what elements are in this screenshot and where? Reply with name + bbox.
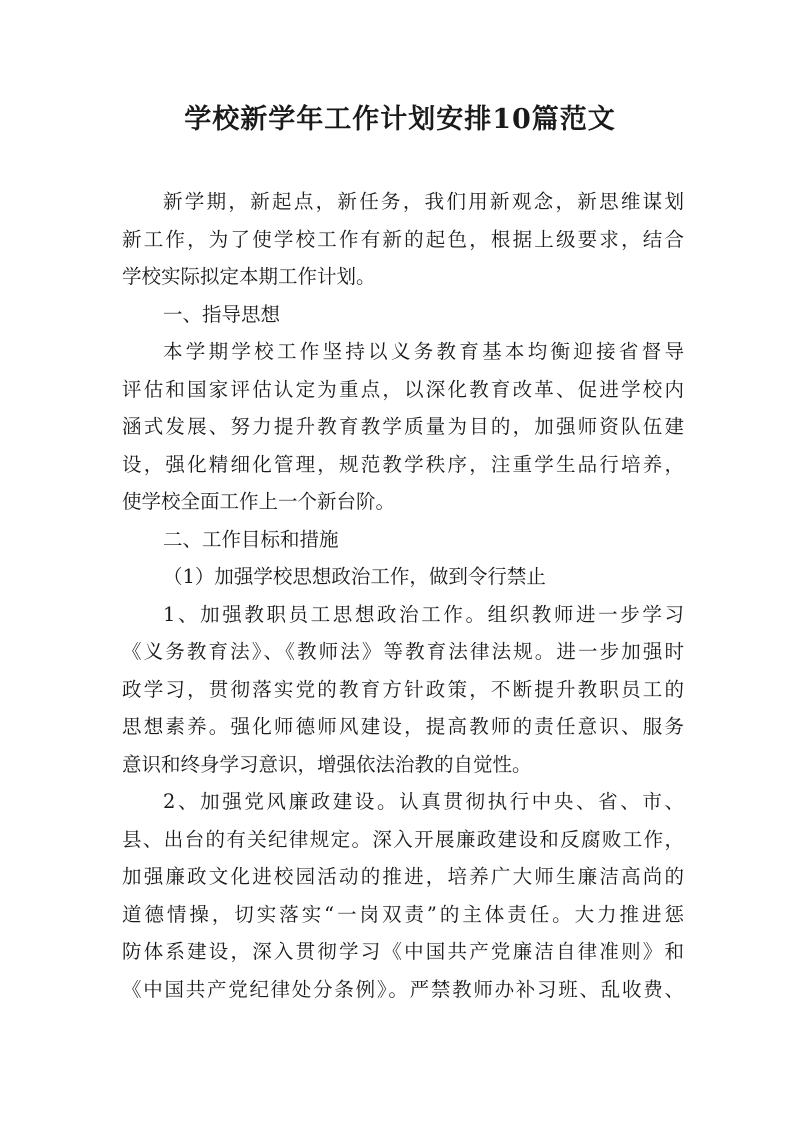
paragraph-line: 新工作，为了使学校工作有新的起色，根据上级要求，结合 bbox=[122, 227, 684, 251]
paragraph-line: 1、加强教职员工思想政治工作。组织教师进一步学习 bbox=[163, 602, 684, 626]
paragraph-line: 使学校全面工作上一个新台阶。 bbox=[122, 490, 396, 513]
paragraph-line: （1）加强学校思想政治工作，做到令行禁止 bbox=[163, 565, 546, 588]
paragraph-line: 设，强化精细化管理，规范教学秩序，注重学生品行培养， bbox=[122, 452, 684, 476]
paragraph-line: 道德情操，切实落实“一岗双责”的主体责任。大力推进惩 bbox=[122, 902, 684, 926]
paragraph-line: 《义务教育法》、《教师法》等教育法律法规。进一步加强时 bbox=[122, 640, 684, 663]
paragraph-line: 本学期学校工作坚持以义务教育基本均衡迎接省督导 bbox=[163, 340, 684, 363]
paragraph-line: 防体系建设，深入贯彻学习《中国共产党廉洁自律准则》和 bbox=[122, 940, 684, 963]
paragraph-line: 涵式发展、努力提升教育教学质量为目的，加强师资队伍建 bbox=[122, 415, 684, 438]
document-title: 学校新学年工作计划安排10篇范文 bbox=[184, 104, 616, 135]
paragraph-line: 意识和终身学习意识，增强依法治教的自觉性。 bbox=[122, 752, 532, 776]
paragraph-line: 政学习，贯彻落实党的教育方针政策，不断提升教职员工的 bbox=[122, 677, 684, 701]
paragraph-line: 思想素养。强化师德师风建设，提高教师的责任意识、服务 bbox=[122, 715, 684, 738]
paragraph-line: 二、工作目标和措施 bbox=[163, 527, 339, 551]
paragraph-line: 《中国共产党纪律处分条例》。严禁教师办补习班、乱收费、 bbox=[122, 977, 684, 1001]
paragraph-line: 一、指导思想 bbox=[163, 302, 281, 326]
paragraph-line: 评估和国家评估认定为重点，以深化教育改革、促进学校内 bbox=[122, 377, 684, 401]
paragraph-line: 县、出台的有关纪律规定。深入开展廉政建设和反腐败工作， bbox=[122, 827, 684, 851]
paragraph-line: 学校实际拟定本期工作计划。 bbox=[122, 265, 376, 288]
paragraph-line: 新学期，新起点，新任务，我们用新观念，新思维谋划 bbox=[163, 190, 684, 213]
document-body bbox=[122, 183, 684, 1008]
paragraph-line: 加强廉政文化进校园活动的推进，培养广大师生廉洁高尚的 bbox=[122, 865, 684, 888]
paragraph-line: 2、加强党风廉政建设。认真贯彻执行中央、省、市、 bbox=[163, 790, 684, 813]
